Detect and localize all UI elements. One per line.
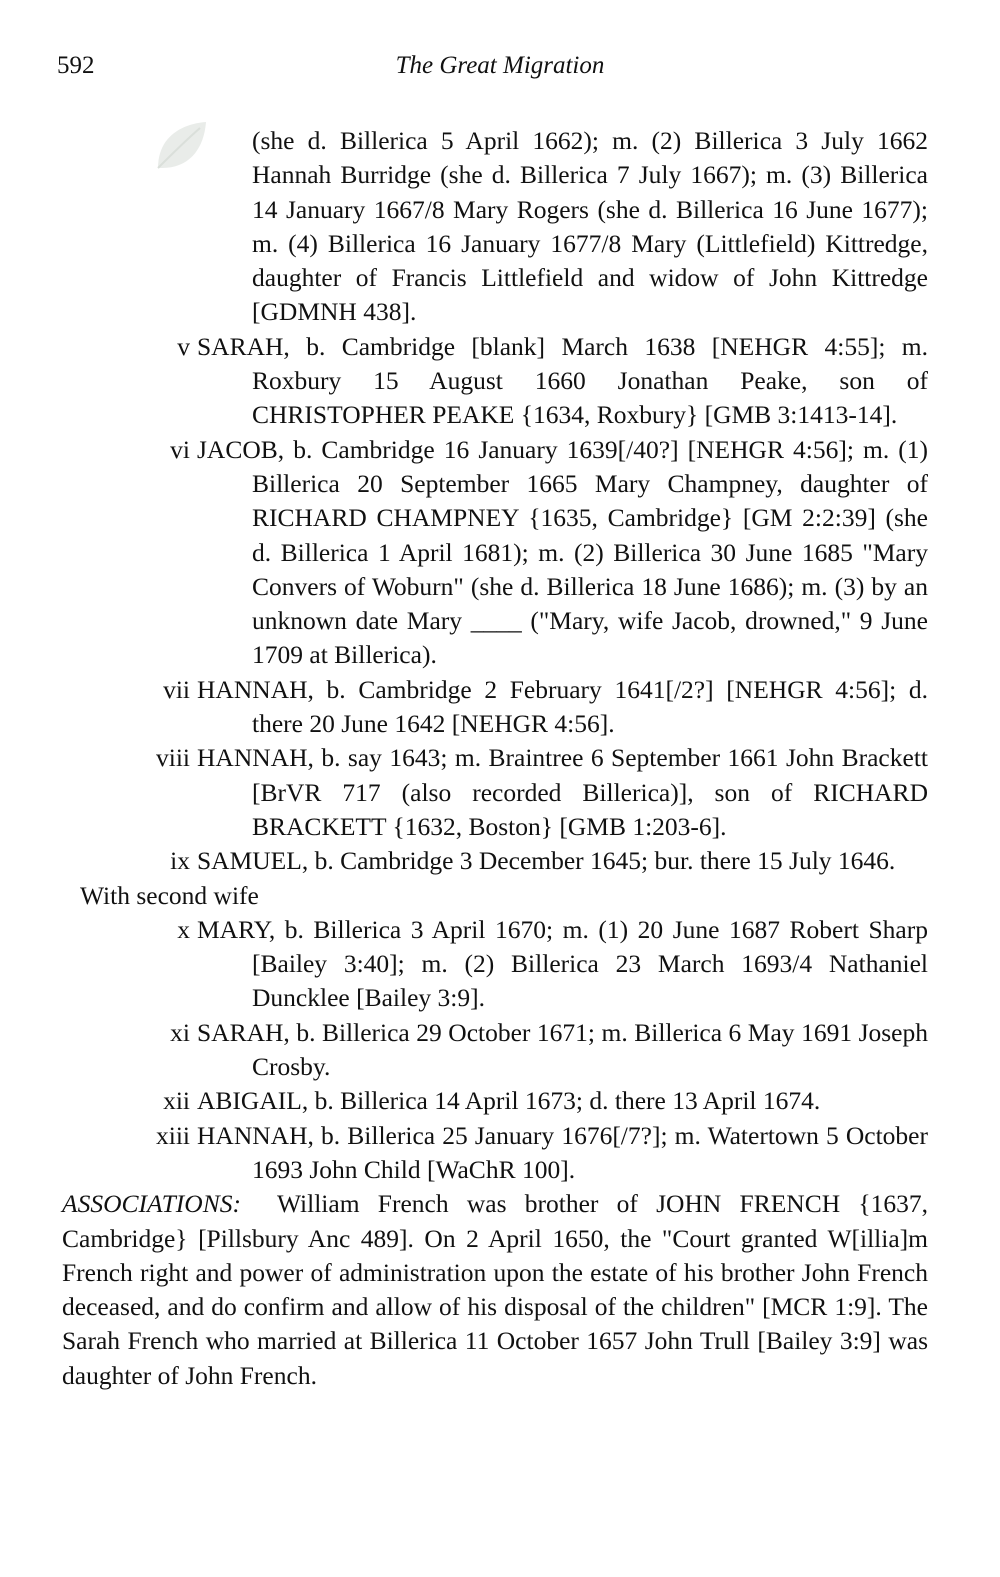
child-text: ABIGAIL, b. Billerica 14 April 1673; d. there 13 April 1674. [197, 1086, 821, 1116]
child-numeral: x [177, 914, 190, 944]
child-text: JACOB, b. Cambridge 16 January 1639[/40?] [NEHGR 4:56]; m. (1) Billerica 20 September 1665 Mary Champney, daughter of RICHARD CHAMPNEY {1635, Cambridge} [GM 2:2:39] (she d. Billerica 1 April 1681); m. (2) Billerica 30 June 1685 "Mary Convers of Woburn" (she d. Billerica 18 June 1686); m. (3) by an unknown date Mary ____ ("Mary, wife Jacob, drowned," 9 June 1709 at Billerica). [197, 434, 928, 670]
child-numeral: viii [155, 743, 190, 773]
child-entry [0, 913, 1000, 1016]
child-text: HANNAH, b. Billerica 25 January 1676[/7?]; m. Watertown 5 October 1693 John Child [WaChR 100]. [197, 1120, 928, 1184]
child-text: HANNAH, b. say 1643; m. Braintree 6 September 1661 John Brackett [BrVR 717 (also recorded Billerica)], son of RICHARD BRACKETT {1632, Boston} [GMB 1:203-6]. [197, 743, 928, 841]
subheading-second-wife: With second wife [80, 880, 259, 910]
child-text: SAMUEL, b. Cambridge 3 December 1645; bur. there 15 July 1646. [197, 846, 896, 876]
child-entry [0, 673, 1000, 742]
child-text: HANNAH, b. Cambridge 2 February 1641[/2?] [NEHGR 4:56]; d. there 20 June 1642 [NEHGR 4:56]. [197, 674, 928, 739]
associations-paragraph [0, 1187, 1000, 1393]
child-numeral: ix [170, 846, 190, 876]
child-numeral: xi [170, 1017, 190, 1047]
child-entry [0, 330, 1000, 433]
child-numeral: xii [163, 1086, 190, 1116]
child-numeral: xiii [155, 1120, 190, 1150]
child-entry [0, 1084, 1000, 1118]
children-list-first-wife [0, 330, 1000, 879]
child-text: MARY, b. Billerica 3 April 1670; m. (1) 20 June 1687 Robert Sharp [Bailey 3:40]; m. (2) Billerica 23 March 1693/4 Nathaniel Duncklee [Bailey 3:9]. [197, 914, 928, 1013]
child-numeral: v [177, 331, 190, 361]
children-list-second-wife [0, 913, 1000, 1187]
child-entry [0, 741, 1000, 844]
associations-label: ASSOCIATIONS: [62, 1189, 241, 1219]
child-numeral: vi [170, 434, 190, 464]
child-entry [0, 844, 1000, 878]
page-body [0, 124, 1000, 1393]
running-title: The Great Migration [395, 52, 605, 79]
child-entry [0, 1016, 1000, 1085]
continuation-paragraph: (she d. Billerica 5 April 1662); m. (2) Billerica 3 July 1662 Hannah Burridge (she d. Billerica 7 July 1667); m. (3) Billerica 14 January 1667/8 Mary Rogers (she d. Billerica 16 June 1677); m. (4) Billerica 16 January 1677/8 Mary (Littlefield) Kittredge, daughter of Francis Littlefield and widow of John Kittredge [GDMNH 438]. [252, 126, 928, 327]
child-entry [0, 1119, 1000, 1188]
page-number: 592 [57, 52, 95, 79]
child-text: SARAH, b. Billerica 29 October 1671; m. Billerica 6 May 1691 Joseph Crosby. [197, 1017, 928, 1082]
associations-text: William French was brother of JOHN FRENCH {1637, Cambridge} [Pillsbury Anc 489]. On 2 April 1650, the "Court granted W[illia]m French right and power of administration upon the estate of his brother John French deceased, and do confirm and allow of his disposal of the children" [MCR 1:9]. The Sarah French who married at Billerica 11 October 1657 John Trull [Bailey 3:9] was daughter of John French. [62, 1189, 928, 1390]
page-header [0, 52, 1000, 92]
child-text: SARAH, b. Cambridge [blank] March 1638 [NEHGR 4:55]; m. Roxbury 15 August 1660 Jonathan Peake, son of CHRISTOPHER PEAKE {1634, Roxbury} [GMB 3:1413-14]. [197, 331, 928, 430]
child-entry [0, 433, 1000, 673]
child-numeral: vii [163, 674, 190, 704]
